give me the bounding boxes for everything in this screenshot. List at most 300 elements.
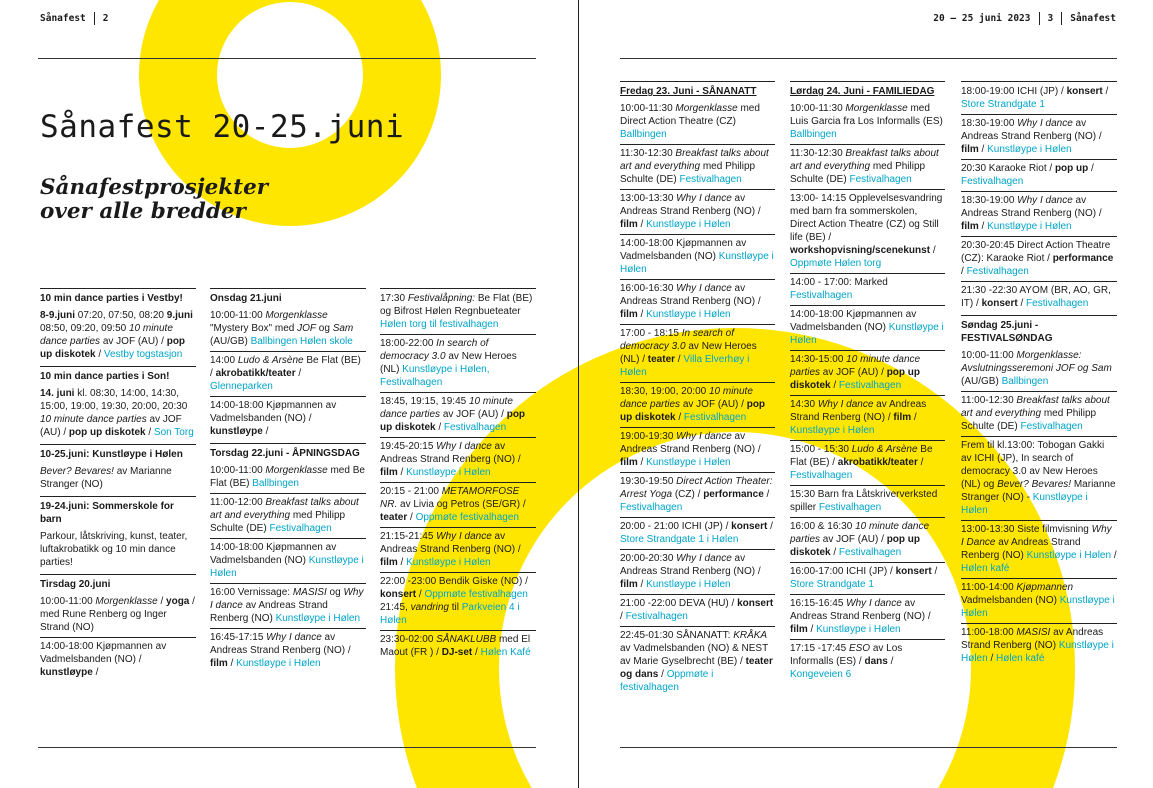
event-location: Festivalhagen bbox=[790, 290, 853, 301]
event-text: / bbox=[407, 512, 416, 523]
event-entry bbox=[620, 517, 775, 546]
event-text: vandring bbox=[410, 602, 449, 613]
event-text: / bbox=[1017, 298, 1027, 309]
event-text: Why I dance bbox=[846, 598, 902, 609]
event-location: Ballbingen bbox=[620, 129, 667, 140]
event-text: av JOF (AU) / bbox=[440, 409, 507, 420]
event-location: Glenneparken bbox=[210, 381, 273, 392]
event-entry bbox=[790, 562, 945, 591]
event-entry bbox=[620, 427, 775, 469]
program-section bbox=[961, 315, 1117, 670]
event-text: Why I dance bbox=[436, 531, 492, 542]
event-text: Why I dance bbox=[676, 431, 732, 442]
right-page-header bbox=[933, 12, 1116, 25]
event-text: / bbox=[830, 380, 839, 391]
event-entry bbox=[620, 102, 775, 141]
event-text: Why I dance bbox=[817, 399, 874, 410]
event-text: / bbox=[917, 457, 924, 468]
event-category: film bbox=[620, 579, 638, 590]
event-location: Kunstløype i Hølen bbox=[987, 221, 1072, 232]
event-text: / bbox=[1111, 550, 1117, 561]
event-category: konsert bbox=[380, 589, 417, 600]
event-text: kl. 08:30, 14:00, 14:30, 15:00, 19:00, 19:30, 20:00, 20:30 bbox=[40, 388, 188, 412]
event-text: / bbox=[620, 611, 626, 622]
event-location: Oppmøte festivalhagen bbox=[415, 512, 519, 523]
event-location: Hølen kafé bbox=[961, 563, 1010, 574]
event-text: av Andreas Strand Renberg (NO) / bbox=[620, 283, 761, 307]
event-entry bbox=[380, 392, 536, 434]
event-location: Ballbingen Hølen skole bbox=[250, 336, 353, 347]
event-text: 16:00 Vernissage: bbox=[210, 587, 293, 598]
event-text: av Andreas Strand Renberg (NO) bbox=[210, 600, 328, 624]
event-location: Festivalhagen bbox=[443, 422, 507, 433]
event-category: pop up diskotek bbox=[380, 409, 526, 433]
event-category: film bbox=[380, 557, 398, 568]
event-text: 15:00 - 15:30 bbox=[790, 444, 852, 455]
event-entry bbox=[620, 279, 775, 321]
event-entry bbox=[961, 349, 1117, 388]
event-entry bbox=[961, 191, 1117, 233]
event-location: Kunstløype i Hølen bbox=[816, 624, 901, 635]
event-text: / bbox=[1102, 86, 1109, 97]
event-text: Breakfast talks about art and everything bbox=[210, 497, 359, 521]
event-text: 14:30 bbox=[790, 399, 818, 410]
event-category: konsert bbox=[731, 521, 768, 532]
event-text: In search of democracy 3.0 bbox=[380, 338, 489, 362]
event-text: / bbox=[95, 349, 104, 360]
event-category: workshopvisning/scenekunst bbox=[790, 245, 931, 256]
event-text: med Philipp Schulte (DE) bbox=[790, 161, 926, 185]
event-text: 18:30, 19:00, 20:00 bbox=[620, 386, 709, 397]
event-location: Ballbingen bbox=[1001, 376, 1049, 387]
event-entry bbox=[790, 144, 945, 186]
event-text: / bbox=[763, 489, 770, 500]
right-header-title: Sånafest bbox=[1070, 13, 1116, 24]
event-text: av Andreas Strand Renberg (NO) / bbox=[790, 598, 931, 622]
event-text: Why I dance bbox=[676, 193, 732, 204]
event-location: Kunstløype i Hølen bbox=[790, 322, 944, 346]
event-text: 14:00-18:00 Kjøpmannen av Vadmelsbanden (NO) bbox=[620, 238, 747, 262]
event-text: av Andreas Strand Renberg (NO) / bbox=[210, 632, 351, 656]
event-entry bbox=[40, 309, 196, 361]
event-text: Vadmelsbanden (NO) bbox=[961, 595, 1060, 606]
event-text: 14:00-18:00 Kjøpmannen av Vadmelsbanden (NO) / bbox=[40, 641, 167, 665]
event-text: 07:20, 07:50, 08:20 bbox=[75, 310, 167, 321]
event-location: Festivalhagen bbox=[679, 174, 742, 185]
event-location: Kunstløype i Hølen bbox=[406, 557, 491, 568]
event-text: (AU/GB) bbox=[961, 376, 1002, 387]
event-text: 10 minute dance parties bbox=[790, 521, 930, 545]
event-text: Morgenklasse: Avslutningsseremoni JOF og Sam bbox=[961, 350, 1112, 374]
event-location: Festivalhagen bbox=[620, 502, 683, 513]
event-text: 21:30 -22:30 AYOM (BR, AO, GR, IT) / bbox=[961, 285, 1111, 309]
event-text: 23:30-02:00 bbox=[380, 634, 437, 645]
event-text: 10:00-11:00 bbox=[40, 596, 96, 607]
event-text: Morgenklasse bbox=[265, 465, 328, 476]
event-category: pop up diskotek bbox=[68, 427, 146, 438]
event-text: (AU/GB) bbox=[210, 336, 251, 347]
event-entry bbox=[620, 144, 775, 186]
event-text: 11:30-12:30 bbox=[620, 148, 676, 159]
event-text: Why I Dance bbox=[961, 524, 1112, 548]
event-text: Be Flat (BE) / bbox=[790, 444, 933, 468]
header-divider bbox=[94, 12, 95, 25]
event-entry bbox=[620, 549, 775, 591]
event-category: teater bbox=[380, 512, 408, 523]
event-text: av Andreas Strand Renberg (NO) / bbox=[380, 441, 521, 465]
program-section bbox=[210, 443, 366, 675]
left-top-rule bbox=[38, 58, 536, 59]
event-text: Morgenklasse bbox=[265, 310, 328, 321]
section-heading: 19-24.juni: Sommerskole for barn bbox=[40, 501, 174, 525]
event-entry bbox=[790, 273, 945, 302]
event-text: In search of democracy 3.0 bbox=[620, 328, 734, 352]
event-text: / bbox=[961, 266, 967, 277]
event-entry bbox=[961, 520, 1117, 575]
event-category: pop up bbox=[1054, 163, 1089, 174]
event-location: Kunstløype i Hølen bbox=[236, 658, 321, 669]
event-text: Why I dance bbox=[1017, 118, 1073, 129]
event-location: Vestby togstasjon bbox=[103, 349, 183, 360]
program-section bbox=[210, 288, 366, 443]
event-text: av Vadmelsbanden (NO) & NEST av Marie Gyselbrecht (BE) / bbox=[620, 643, 769, 667]
event-entry bbox=[210, 464, 366, 490]
event-text: og bbox=[316, 323, 333, 334]
program-column-1 bbox=[40, 288, 196, 684]
event-entry bbox=[210, 396, 366, 438]
event-location: Festivalhagen bbox=[818, 502, 882, 513]
event-text: av New Heroes (NL) / bbox=[620, 341, 757, 365]
event-text: Be Flat (BE) og Bifrost Hølen Regnbueteater bbox=[380, 293, 533, 317]
event-entry bbox=[620, 324, 775, 379]
event-category: performance bbox=[703, 489, 764, 500]
event-text: / bbox=[987, 653, 997, 664]
event-text: 16:45-17:15 bbox=[210, 632, 267, 643]
event-entry bbox=[620, 234, 775, 276]
event-text: 21:15-21:45 bbox=[380, 531, 437, 542]
event-category: kunstløype bbox=[210, 426, 263, 437]
event-category: konsert bbox=[1066, 86, 1103, 97]
event-text: / bbox=[637, 309, 647, 320]
event-category: kunstløype bbox=[40, 667, 93, 678]
event-text: 17:00 - 18:15 bbox=[620, 328, 682, 339]
event-text: METAMORFOSE NR. bbox=[380, 486, 520, 510]
event-category: performance bbox=[1052, 253, 1114, 264]
event-text: av Los Informalls (ES) / bbox=[790, 643, 903, 667]
event-location: Kunstløype i Hølen bbox=[961, 595, 1115, 619]
event-text: av Andreas Strand Renberg (NO) / bbox=[380, 531, 521, 555]
event-location: Oppmøte festivalhagen bbox=[424, 589, 528, 600]
event-entry bbox=[790, 189, 945, 270]
event-entry bbox=[961, 114, 1117, 156]
event-entry bbox=[790, 395, 945, 437]
event-text: / med Rune Renberg og Inger Strand (NO) bbox=[40, 596, 195, 633]
event-location: Kunstløype i Hølen bbox=[790, 425, 875, 436]
event-location: Store Strandgate 1 i Hølen bbox=[620, 534, 739, 545]
event-entry bbox=[380, 572, 536, 627]
event-text: 18:30-19:00 bbox=[961, 195, 1018, 206]
event-text: Why I dance bbox=[266, 632, 322, 643]
event-entry bbox=[210, 538, 366, 580]
event-text: / bbox=[887, 656, 894, 667]
program-section bbox=[40, 288, 196, 366]
event-entry bbox=[961, 236, 1117, 278]
event-location: Oppmøte i festivalhagen bbox=[620, 669, 714, 693]
event-category: dans bbox=[864, 656, 888, 667]
program-column-3 bbox=[380, 288, 536, 664]
left-page-header bbox=[40, 12, 109, 25]
event-location: Parkveien 4 i Hølen bbox=[380, 602, 520, 626]
event-text: / bbox=[416, 589, 425, 600]
event-text: Sam bbox=[332, 323, 354, 334]
event-text: (CZ) / bbox=[672, 489, 704, 500]
right-bottom-rule bbox=[620, 747, 1117, 748]
event-text: 10 minute dance parties bbox=[620, 386, 753, 410]
event-text: av Andreas Strand Renberg (NO) / bbox=[961, 118, 1102, 142]
event-category: 14. juni bbox=[40, 388, 75, 399]
event-text: av JOF (AU) / bbox=[820, 367, 887, 378]
event-entry bbox=[620, 594, 775, 623]
event-text: / bbox=[1088, 163, 1094, 174]
event-text: 17:30 bbox=[380, 293, 408, 304]
event-location: Festivalhagen bbox=[966, 266, 1029, 277]
event-text: 13:00- 14:15 Opplevelsesvandring med barn fra sommerskolen, Direct Action Theatre (CZ) og Still life (BE) / bbox=[790, 193, 943, 243]
section-heading: Torsdag 22.juni - ÅPNINGSDAG bbox=[210, 448, 360, 459]
event-text: MASISI bbox=[1016, 627, 1051, 638]
event-text: 11:00-18:00 bbox=[961, 627, 1017, 638]
event-location: Festivalhagen bbox=[1020, 421, 1083, 432]
subtitle-line-2: over alle bredder bbox=[40, 199, 246, 225]
section-heading: Fredag 23. Juni - SÅNANATT bbox=[620, 86, 757, 97]
event-text: 10 minute dance parties bbox=[40, 323, 173, 347]
event-location: Ballbingen bbox=[252, 478, 299, 489]
event-category: DJ-set bbox=[441, 647, 473, 658]
event-category: pop up diskotek bbox=[620, 399, 766, 423]
event-entry bbox=[790, 305, 945, 347]
program-column-5 bbox=[790, 81, 945, 686]
event-entry bbox=[790, 485, 945, 514]
event-location: Kunstløype i Hølen bbox=[987, 144, 1072, 155]
event-text: 10:00-11:30 bbox=[790, 103, 846, 114]
event-category: teater og dans bbox=[620, 656, 773, 680]
event-text: av Andreas Strand Renberg (NO) bbox=[961, 537, 1081, 561]
event-text: / bbox=[157, 596, 167, 607]
event-text: Why I dance bbox=[676, 553, 732, 564]
event-entry bbox=[961, 578, 1117, 620]
event-category: pop up diskotek bbox=[790, 367, 921, 391]
event-entry bbox=[790, 350, 945, 392]
event-category: teater bbox=[647, 354, 676, 365]
event-text: av JOF (AU) / bbox=[40, 414, 182, 438]
event-text: / bbox=[807, 624, 817, 635]
event-text: Bever? Bevares! bbox=[40, 466, 114, 477]
event-entry bbox=[210, 309, 366, 348]
event-entry bbox=[380, 437, 536, 479]
event-text: 22:00 -23:00 Bendik Giske (NO) / bbox=[380, 576, 528, 587]
event-entry bbox=[40, 465, 196, 491]
event-text: / bbox=[295, 368, 302, 379]
event-location: Son Torg bbox=[153, 427, 194, 438]
event-text: / bbox=[435, 422, 444, 433]
event-text: 20:30 Karaoke Riot / bbox=[961, 163, 1055, 174]
event-location: Festivalhagen bbox=[838, 380, 902, 391]
event-text: Morgenklasse bbox=[675, 103, 738, 114]
event-location: Kunstløype i Hølen bbox=[1026, 550, 1112, 561]
event-text: / bbox=[145, 427, 154, 438]
event-text: 19:45-20:15 bbox=[380, 441, 437, 452]
event-location: Hølen Kafé bbox=[480, 647, 531, 658]
page-title: Sånafest 20-25.juni bbox=[40, 109, 405, 145]
event-text: 16:00-16:30 bbox=[620, 283, 677, 294]
event-location: Store Strandgate 1 bbox=[961, 99, 1045, 110]
event-text: av Andreas Strand Renberg (NO) / bbox=[790, 399, 927, 423]
event-entry bbox=[620, 189, 775, 231]
event-text: 10 minute dance parties bbox=[40, 414, 147, 425]
event-category: 9.juni bbox=[166, 310, 193, 321]
section-heading: Tirsdag 20.juni bbox=[40, 579, 111, 590]
event-text: 21:00 -22:00 DEVA (HU) / bbox=[620, 598, 738, 609]
event-text: Frem til kl.13:00: Tobogan Gakki av ICHI (JP), In search of democracy 3.0 av New Heroes (NL) og bbox=[961, 440, 1105, 490]
event-text: / bbox=[978, 221, 988, 232]
event-text: 19:30-19:50 bbox=[620, 476, 677, 487]
event-entry bbox=[620, 382, 775, 424]
event-text: Kjøpmannen bbox=[1016, 582, 1074, 593]
event-entry bbox=[40, 387, 196, 439]
event-text: av Andreas Strand Renberg (NO) / bbox=[620, 431, 761, 455]
event-location: Festivalhagen bbox=[269, 523, 332, 534]
event-entry bbox=[380, 527, 536, 569]
program-column-6 bbox=[961, 81, 1117, 670]
event-entry bbox=[961, 623, 1117, 665]
event-text: Breakfast talks about art and everything bbox=[620, 148, 769, 172]
event-text: 14:00 bbox=[210, 355, 238, 366]
event-text: med Philipp Schulte (DE) bbox=[961, 408, 1097, 432]
event-text: av Andreas Strand Renberg (NO) / bbox=[620, 193, 761, 217]
event-entry bbox=[961, 85, 1117, 111]
event-text: med Be Flat (BE) bbox=[210, 465, 365, 489]
event-text: Marianne Stranger (NO) - bbox=[961, 479, 1116, 503]
event-text: 11:00-12:00 bbox=[210, 497, 266, 508]
event-text: 21:45, bbox=[380, 602, 411, 613]
event-location: Festivalhagen bbox=[683, 412, 747, 423]
event-entry bbox=[620, 472, 775, 514]
event-category: film bbox=[961, 144, 979, 155]
event-text: med Philipp Schulte (DE) bbox=[210, 510, 346, 534]
event-text: av Andreas Strand Renberg (NO) / bbox=[620, 553, 761, 577]
event-location: Festivalhagen bbox=[961, 176, 1024, 187]
event-text: / bbox=[911, 412, 917, 423]
event-text: Why I dance bbox=[436, 441, 492, 452]
event-text: 14:00-18:00 Kjøpmannen av Vadmelsbanden (NO) / bbox=[210, 400, 337, 424]
event-category: film bbox=[961, 221, 979, 232]
event-location: Store Strandgate 1 bbox=[790, 579, 874, 590]
header-divider bbox=[1039, 12, 1040, 25]
event-text: 11:00-12:30 bbox=[961, 395, 1017, 406]
event-text: JOF bbox=[297, 323, 317, 334]
event-category: 8-9.juni bbox=[40, 310, 76, 321]
event-text: med Philipp Schulte (DE) bbox=[620, 161, 756, 185]
event-text: av New Heroes (NL) bbox=[380, 351, 517, 375]
right-header-dates: 20 – 25 juni 2023 bbox=[933, 13, 1031, 24]
event-text: Parkour, låtskriving, kunst, teater, luftakrobatikk og 10 min dance parties! bbox=[40, 531, 188, 568]
event-category: film bbox=[620, 457, 638, 468]
event-entry bbox=[790, 440, 945, 482]
event-entry bbox=[961, 281, 1117, 310]
event-category: konsert bbox=[737, 598, 774, 609]
event-text: 18:00-22:00 bbox=[380, 338, 437, 349]
event-text: til bbox=[448, 602, 462, 613]
program-section bbox=[961, 81, 1117, 315]
event-text: Why I dance bbox=[676, 283, 732, 294]
program-section bbox=[40, 366, 196, 444]
event-text: 10:00-11:00 bbox=[210, 465, 266, 476]
section-heading: Onsdag 21.juni bbox=[210, 293, 282, 304]
event-entry bbox=[380, 630, 536, 659]
event-text: Be Flat (BE) / bbox=[210, 355, 361, 379]
event-text: 10 minute dance parties bbox=[380, 396, 513, 420]
left-bottom-rule bbox=[38, 747, 536, 748]
event-text: 20:00 - 21:00 ICHI (JP) / bbox=[620, 521, 732, 532]
event-text: med Direct Action Theatre (CZ) bbox=[620, 103, 760, 127]
event-text: Morgenklasse bbox=[95, 596, 158, 607]
event-entry bbox=[961, 391, 1117, 433]
event-text: av JOF (AU) / bbox=[680, 399, 747, 410]
event-text: av Marianne Stranger (NO) bbox=[40, 466, 172, 490]
event-category: film bbox=[620, 219, 638, 230]
event-text: 20:00-20:30 bbox=[620, 553, 677, 564]
subtitle-line-1: Sånafestprosjekter bbox=[40, 175, 269, 200]
event-text: / bbox=[397, 557, 407, 568]
header-divider bbox=[1061, 12, 1062, 25]
event-text: / bbox=[637, 457, 647, 468]
event-text: ESO bbox=[848, 643, 871, 654]
event-text: / bbox=[637, 579, 647, 590]
program-column-4 bbox=[620, 81, 775, 699]
event-text: av JOF (AU) / bbox=[820, 534, 887, 545]
event-text: / bbox=[472, 647, 481, 658]
event-text: av Andreas Strand Renberg (NO) bbox=[961, 627, 1104, 651]
event-text: "Mystery Box" med bbox=[210, 323, 298, 334]
event-text: MASISI bbox=[292, 587, 327, 598]
event-entry bbox=[790, 594, 945, 636]
event-category: akrobatikk/teater bbox=[837, 457, 918, 468]
event-text: 11:30-12:30 bbox=[790, 148, 846, 159]
event-text: / bbox=[930, 245, 936, 256]
event-text: og bbox=[326, 587, 344, 598]
event-text: / bbox=[978, 144, 988, 155]
event-text: 16:00-17:00 ICHI (JP) / bbox=[790, 566, 896, 577]
event-text: Breakfast talks about art and everything bbox=[790, 148, 939, 172]
program-section bbox=[380, 288, 536, 664]
event-text: / bbox=[830, 547, 839, 558]
event-category: film bbox=[893, 412, 912, 423]
page-gutter bbox=[578, 0, 579, 788]
event-text: 14:30-15:00 bbox=[790, 354, 847, 365]
event-text: / bbox=[262, 426, 269, 437]
event-location: Kunstløype i Hølen bbox=[210, 555, 364, 579]
event-text: 20:30-20:45 Direct Action Theatre (CZ): Karaoke Riot / bbox=[961, 240, 1111, 264]
event-text: 10:00-11:00 bbox=[961, 350, 1017, 361]
event-location: Kunstløype i Hølen bbox=[646, 457, 731, 468]
event-entry bbox=[210, 493, 366, 535]
yellow-ring-top bbox=[178, 0, 402, 187]
event-location: Kunstløype i Hølen bbox=[406, 467, 491, 478]
event-text: 18:00-19:00 ICHI (JP) / bbox=[961, 86, 1067, 97]
event-text: 10:00-11:00 bbox=[210, 310, 266, 321]
section-heading: Søndag 25.juni - FESTIVALSØNDAG bbox=[961, 320, 1053, 344]
event-text: 22:45-01:30 SÅNANATT: bbox=[620, 630, 734, 641]
event-location: Kunstløype i Hølen bbox=[961, 640, 1114, 664]
